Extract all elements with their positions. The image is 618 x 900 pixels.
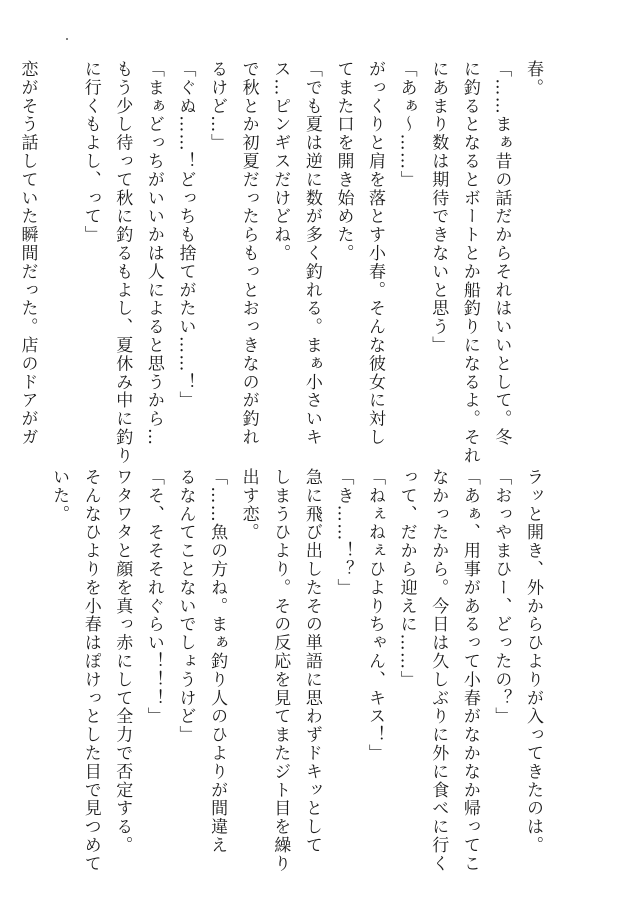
text-line: そんなひよりを小春はぽけっとした目で見つめて [80, 468, 101, 873]
text-line: るなんてことないでしょうけど」 [175, 468, 196, 744]
text-line: ラッと開き、外からひよりが入ってきたのは。 [523, 468, 543, 855]
text-block-bottom [43, 468, 549, 873]
text-line: って、だから迎えに……」 [396, 468, 417, 689]
text-line: 「き……！？」 [333, 468, 354, 597]
text-line: に行くもよし、って」 [80, 60, 101, 244]
text-line: で秋とか初夏だったらもっとおっきなのが釣れ [238, 60, 259, 447]
text-line: 「でも夏は逆に数が多く釣れる。まぁ小さいキ [301, 60, 322, 447]
text-block-top [11, 60, 548, 465]
text-line: ワタワタと顔を真っ赤にして全力で否定する。 [112, 468, 133, 855]
text-line: 「まぁどっちがいいかは人によると思うから… [143, 60, 164, 447]
text-line: なかったから。今日は久しぶりに外に食べに行く [428, 468, 449, 873]
text-line: ス…ピンギスだけどね。 [270, 60, 291, 263]
text-line: もう少し待って秋に釣るもよし、夏休み中に釣り [112, 60, 133, 465]
page-speck [66, 38, 68, 40]
text-line: 「……まぁ昔の話だからそれはいいとして。冬 [491, 60, 512, 447]
text-line: るけど…」 [207, 60, 228, 152]
text-line: 「あぁ～……」 [396, 60, 417, 189]
text-line: に釣るとなるとボートとか船釣りになるよ。それ [459, 60, 480, 465]
text-line: 「あぁ、用事があるって小春がなかなか帰ってこ [459, 468, 480, 873]
text-line: 「ぐぬ……！どっちも捨てがたい……！」 [175, 60, 196, 410]
text-line: しまうひより。その反応を見てまたジト目を繰り [270, 468, 291, 873]
text-line: 「ねぇねぇひよりちゃん、キス！」 [365, 468, 386, 763]
text-line: 春。 [523, 60, 543, 97]
text-line: 「おっやまひー、どったの？」 [491, 468, 512, 726]
text-line: にあまり数は期待できないと思う」 [428, 60, 449, 355]
text-line: 急に飛び出したその単語に思わずドキッとして [301, 468, 322, 855]
text-line: いた。 [49, 468, 70, 524]
blank-line [43, 60, 75, 430]
text-line: 出す恋。 [238, 468, 259, 542]
text-line: 「そ、そそそれぐらい！！！」 [143, 468, 164, 726]
text-line: 「……魚の方ね。まぁ釣り人のひよりが間違え [207, 468, 228, 855]
text-line: がっくりと肩を落とす小春。そんな彼女に対し [365, 60, 386, 447]
text-line: てまた口を開き始めた。 [333, 60, 354, 263]
text-line: 恋がそう話していた瞬間だった。店のドアがガ [17, 60, 38, 447]
